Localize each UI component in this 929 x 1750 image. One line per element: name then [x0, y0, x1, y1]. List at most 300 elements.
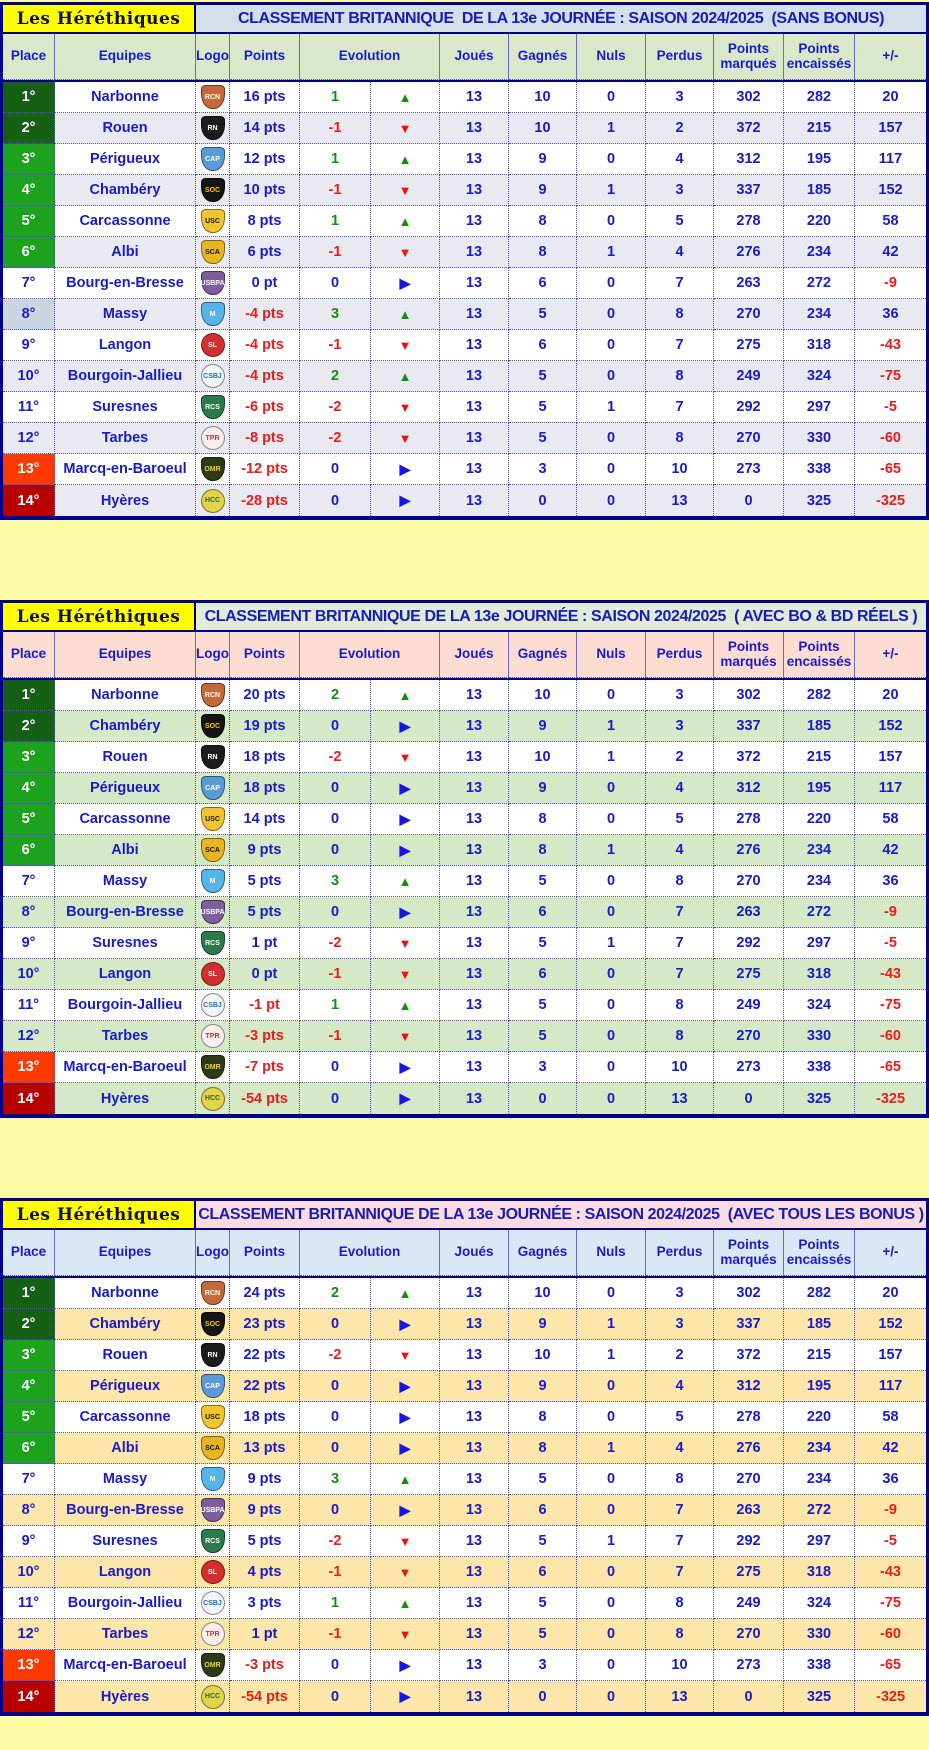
played-value: 13 — [440, 990, 509, 1021]
team-logo-icon: OMR — [201, 457, 225, 481]
played-value: 13 — [440, 680, 509, 711]
logo-cell — [196, 1402, 230, 1433]
draw-value: 0 — [577, 268, 646, 299]
played-value: 13 — [440, 1650, 509, 1681]
table-row — [3, 1309, 926, 1340]
team-name: Marcq-en-Baroeul — [55, 1650, 196, 1681]
evolution-arrow-icon: ▲ — [371, 361, 440, 392]
draw-value: 0 — [577, 1278, 646, 1309]
table-row — [3, 1021, 926, 1052]
evolution-value: -1 — [300, 1021, 371, 1052]
points-scored-value: 270 — [714, 1021, 784, 1052]
evolution-value: -2 — [300, 423, 371, 454]
points-scored-value: 275 — [714, 330, 784, 361]
team-name: Bourg-en-Bresse — [55, 897, 196, 928]
diff-value: -9 — [855, 268, 926, 299]
evolution-arrow-icon: ▲ — [371, 1464, 440, 1495]
points-value: 14 pts — [230, 804, 300, 835]
team-name: Périgueux — [55, 144, 196, 175]
diff-value: 157 — [855, 113, 926, 144]
points-value: 22 pts — [230, 1371, 300, 1402]
lost-value: 5 — [646, 804, 714, 835]
team-name: Carcassonne — [55, 1402, 196, 1433]
place-cell: 13° — [3, 1052, 55, 1083]
team-logo-icon: USC — [201, 807, 225, 831]
evolution-arrow-icon: ▼ — [371, 423, 440, 454]
team-logo-icon: HCC — [201, 1087, 225, 1111]
col-header-equipes: Equipes — [55, 632, 196, 678]
played-value: 13 — [440, 1340, 509, 1371]
logo-cell — [196, 742, 230, 773]
team-logo-icon: CSBJ — [201, 1591, 225, 1615]
table-row — [3, 1464, 926, 1495]
col-header-nuls: Nuls — [577, 632, 646, 678]
team-logo-icon: TPR — [201, 1622, 225, 1646]
points-value: 8 pts — [230, 206, 300, 237]
lost-value: 8 — [646, 423, 714, 454]
points-value: 1 pt — [230, 1619, 300, 1650]
points-value: 5 pts — [230, 1526, 300, 1557]
logo-cell — [196, 1340, 230, 1371]
evolution-value: 1 — [300, 206, 371, 237]
col-header-nuls: Nuls — [577, 1230, 646, 1276]
place-cell: 3° — [3, 144, 55, 175]
logo-cell — [196, 804, 230, 835]
lost-value: 8 — [646, 866, 714, 897]
team-logo-icon: USC — [201, 209, 225, 233]
played-value: 13 — [440, 1402, 509, 1433]
place-cell: 2° — [3, 113, 55, 144]
played-value: 13 — [440, 1681, 509, 1712]
header-row — [3, 632, 926, 680]
points-scored-value: 249 — [714, 1588, 784, 1619]
points-conceded-value: 185 — [784, 1309, 855, 1340]
evolution-arrow-icon: ▶ — [371, 835, 440, 866]
team-logo-icon: TPR — [201, 1024, 225, 1048]
team-name: Langon — [55, 1557, 196, 1588]
table-row — [3, 897, 926, 928]
place-cell: 14° — [3, 1681, 55, 1712]
points-value: -54 pts — [230, 1083, 300, 1114]
col-header-gagnes: Gagnés — [509, 34, 577, 80]
evolution-arrow-icon: ▼ — [371, 742, 440, 773]
draw-value: 1 — [577, 1340, 646, 1371]
draw-value: 0 — [577, 897, 646, 928]
team-name: Chambéry — [55, 175, 196, 206]
evolution-value: -2 — [300, 742, 371, 773]
points-conceded-value: 185 — [784, 711, 855, 742]
logo-cell — [196, 1557, 230, 1588]
standings-table — [0, 1198, 929, 1716]
team-name: Narbonne — [55, 82, 196, 113]
diff-value: 20 — [855, 680, 926, 711]
logo-cell — [196, 959, 230, 990]
lost-value: 2 — [646, 113, 714, 144]
evolution-value: -2 — [300, 1526, 371, 1557]
table-row — [3, 299, 926, 330]
team-name: Bourgoin-Jallieu — [55, 1588, 196, 1619]
draw-value: 0 — [577, 485, 646, 516]
diff-value: 42 — [855, 1433, 926, 1464]
evolution-value: -1 — [300, 959, 371, 990]
evolution-value: -2 — [300, 928, 371, 959]
points-scored-value: 270 — [714, 866, 784, 897]
draw-value: 1 — [577, 835, 646, 866]
played-value: 13 — [440, 330, 509, 361]
diff-value: -325 — [875, 1688, 906, 1705]
lost-value: 8 — [646, 361, 714, 392]
diff-value: -9 — [855, 897, 926, 928]
table-titlebar — [3, 5, 926, 34]
team-name: Narbonne — [55, 1278, 196, 1309]
team-name: Narbonne — [55, 680, 196, 711]
diff-value: -60 — [855, 1619, 926, 1650]
lost-value: 10 — [646, 1052, 714, 1083]
draw-value: 0 — [577, 423, 646, 454]
points-value: 18 pts — [230, 1402, 300, 1433]
draw-value: 0 — [577, 82, 646, 113]
table-row — [3, 113, 926, 144]
col-header-joues: Joués — [440, 1230, 509, 1276]
brand-badge: Les Héréthiques — [3, 1201, 196, 1228]
played-value: 13 — [440, 804, 509, 835]
team-logo-icon: M — [201, 302, 225, 326]
col-header-perdus: Perdus — [646, 632, 714, 678]
logo-cell — [196, 454, 230, 485]
logo-cell — [196, 206, 230, 237]
col-header-evolution: Evolution — [300, 34, 440, 80]
lost-value: 2 — [646, 742, 714, 773]
table-body — [3, 680, 926, 1114]
lost-value: 8 — [646, 990, 714, 1021]
points-scored-value: 292 — [714, 392, 784, 423]
played-value: 13 — [440, 959, 509, 990]
won-value: 6 — [509, 268, 577, 299]
played-value: 13 — [440, 1526, 509, 1557]
team-logo-icon: RCS — [201, 1529, 225, 1553]
won-value: 5 — [509, 423, 577, 454]
points-value: 5 pts — [230, 866, 300, 897]
lost-value: 10 — [646, 1650, 714, 1681]
evolution-arrow-icon: ▼ — [371, 1340, 440, 1371]
team-name: Tarbes — [55, 1619, 196, 1650]
points-scored-value: 273 — [714, 454, 784, 485]
evolution-value: 0 — [300, 1402, 371, 1433]
evolution-value: -1 — [300, 113, 371, 144]
evolution-arrow-icon: ▶ — [371, 454, 440, 485]
points-scored-value: 302 — [714, 1278, 784, 1309]
points-conceded-value: 195 — [784, 144, 855, 175]
team-logo-icon: CAP — [201, 776, 225, 800]
points-value: 19 pts — [230, 711, 300, 742]
won-value: 5 — [509, 1619, 577, 1650]
lost-value: 3 — [646, 1278, 714, 1309]
won-value: 5 — [509, 1464, 577, 1495]
won-value: 0 — [509, 1681, 577, 1712]
logo-cell — [196, 773, 230, 804]
team-logo-icon: USBPA — [201, 900, 225, 924]
points-conceded-value: 297 — [784, 392, 855, 423]
diff-value: -60 — [855, 423, 926, 454]
points-conceded-value: 234 — [784, 1433, 855, 1464]
table-title: CLASSEMENT BRITANNIQUE DE LA 13e JOURNÉE : SAISON 2024/2025 (AVEC TOUS LES BONUS ) — [196, 1201, 926, 1228]
points-value: -3 pts — [230, 1650, 300, 1681]
evolution-arrow-icon: ▶ — [371, 804, 440, 835]
played-value: 13 — [440, 866, 509, 897]
won-value: 0 — [509, 1083, 577, 1114]
col-header-joues: Joués — [440, 632, 509, 678]
points-conceded-value: 234 — [784, 835, 855, 866]
lost-value: 4 — [646, 773, 714, 804]
place-cell: 8° — [3, 897, 55, 928]
team-logo-icon: HCC — [201, 1685, 225, 1709]
place-cell: 9° — [3, 330, 55, 361]
points-conceded-value: 325 — [784, 1083, 855, 1114]
won-value: 10 — [509, 680, 577, 711]
lost-value: 4 — [646, 237, 714, 268]
played-value: 13 — [440, 423, 509, 454]
evolution-arrow-icon: ▶ — [371, 1309, 440, 1340]
evolution-value: 0 — [300, 1495, 371, 1526]
draw-value: 0 — [577, 1464, 646, 1495]
evolution-value: -1 — [300, 175, 371, 206]
won-value: 5 — [509, 1588, 577, 1619]
place-cell: 14° — [3, 485, 55, 516]
col-header-equipes: Equipes — [55, 1230, 196, 1276]
lost-value: 4 — [646, 835, 714, 866]
points-scored-value: 278 — [714, 804, 784, 835]
points-conceded-value: 272 — [784, 1495, 855, 1526]
points-scored-value: 302 — [714, 680, 784, 711]
points-conceded-value: 220 — [784, 804, 855, 835]
team-logo-icon: RN — [201, 1343, 225, 1367]
team-name: Tarbes — [55, 1021, 196, 1052]
points-value: 5 pts — [230, 897, 300, 928]
points-scored-value: 270 — [714, 423, 784, 454]
points-scored-value: 372 — [714, 742, 784, 773]
evolution-value: 0 — [300, 1650, 371, 1681]
points-scored-value: 312 — [714, 144, 784, 175]
col-header-points-marques: Points marqués — [714, 1230, 784, 1276]
points-conceded-value: 324 — [784, 990, 855, 1021]
team-logo-icon: USC — [201, 1405, 225, 1429]
points-value: -4 pts — [230, 361, 300, 392]
place-cell: 10° — [3, 1557, 55, 1588]
points-scored-value: 302 — [714, 82, 784, 113]
evolution-arrow-icon: ▲ — [371, 990, 440, 1021]
col-header-points: Points — [230, 1230, 300, 1276]
points-scored-value: 276 — [714, 835, 784, 866]
evolution-value: 2 — [300, 361, 371, 392]
lost-value: 8 — [646, 1588, 714, 1619]
points-conceded-value: 318 — [784, 959, 855, 990]
points-scored-value: 263 — [714, 268, 784, 299]
evolution-value: 3 — [300, 299, 371, 330]
diff-value: 42 — [855, 835, 926, 866]
draw-value: 0 — [577, 1588, 646, 1619]
evolution-value: 0 — [300, 1052, 371, 1083]
diff-value: 20 — [855, 82, 926, 113]
points-conceded-value: 215 — [784, 1340, 855, 1371]
points-scored-value: 278 — [714, 1402, 784, 1433]
draw-value: 0 — [577, 454, 646, 485]
col-header-nuls: Nuls — [577, 34, 646, 80]
points-conceded-value: 282 — [784, 1278, 855, 1309]
points-scored-value: 275 — [714, 1557, 784, 1588]
played-value: 13 — [440, 1619, 509, 1650]
logo-cell — [196, 1371, 230, 1402]
points-scored-value: 372 — [714, 113, 784, 144]
diff-value: -65 — [855, 1650, 926, 1681]
diff-value: -75 — [855, 990, 926, 1021]
table-row — [3, 835, 926, 866]
table-row — [3, 144, 926, 175]
points-value: -12 pts — [230, 454, 300, 485]
points-value: 0 pt — [230, 959, 300, 990]
won-value: 6 — [509, 897, 577, 928]
place-cell: 12° — [3, 1021, 55, 1052]
points-value: 13 pts — [230, 1433, 300, 1464]
lost-value: 4 — [646, 1433, 714, 1464]
points-scored-value: 249 — [714, 990, 784, 1021]
table-row — [3, 1650, 926, 1681]
won-value: 8 — [509, 206, 577, 237]
evolution-value: -2 — [300, 1340, 371, 1371]
team-logo-icon: RCN — [201, 1281, 225, 1305]
lost-value: 4 — [646, 1371, 714, 1402]
played-value: 13 — [440, 1083, 509, 1114]
place-cell: 7° — [3, 268, 55, 299]
evolution-arrow-icon: ▲ — [371, 1588, 440, 1619]
points-value: -8 pts — [230, 423, 300, 454]
played-value: 13 — [440, 1309, 509, 1340]
logo-cell — [196, 897, 230, 928]
evolution-arrow-icon: ▲ — [371, 866, 440, 897]
points-value: -6 pts — [230, 392, 300, 423]
place-cell: 8° — [3, 299, 55, 330]
diff-value: 157 — [855, 1340, 926, 1371]
team-logo-icon: SOC — [201, 1312, 225, 1336]
points-scored-value: 0 — [714, 1083, 784, 1114]
evolution-arrow-icon: ▶ — [371, 897, 440, 928]
points-scored-value: 0 — [714, 485, 784, 516]
team-logo-icon: M — [201, 869, 225, 893]
logo-cell — [196, 485, 230, 516]
played-value: 13 — [440, 206, 509, 237]
played-value: 13 — [440, 299, 509, 330]
table-titlebar — [3, 603, 926, 632]
evolution-value: 0 — [300, 268, 371, 299]
points-value: 23 pts — [230, 1309, 300, 1340]
diff-value: -65 — [855, 454, 926, 485]
won-value: 5 — [509, 990, 577, 1021]
logo-cell — [196, 175, 230, 206]
brand-badge: Les Héréthiques — [3, 5, 196, 32]
team-logo-icon: RCN — [201, 85, 225, 109]
played-value: 13 — [440, 361, 509, 392]
played-value: 13 — [440, 485, 509, 516]
played-value: 13 — [440, 175, 509, 206]
logo-cell — [196, 113, 230, 144]
points-conceded-value: 272 — [784, 268, 855, 299]
place-cell: 1° — [3, 680, 55, 711]
team-name: Bourg-en-Bresse — [55, 1495, 196, 1526]
points-value: 3 pts — [230, 1588, 300, 1619]
team-name: Langon — [55, 330, 196, 361]
played-value: 13 — [440, 454, 509, 485]
team-name: Albi — [55, 237, 196, 268]
lost-value: 3 — [646, 711, 714, 742]
draw-value: 0 — [577, 773, 646, 804]
points-conceded-value: 330 — [784, 423, 855, 454]
played-value: 13 — [440, 1371, 509, 1402]
table-row — [3, 1340, 926, 1371]
points-scored-value: 292 — [714, 1526, 784, 1557]
played-value: 13 — [440, 1021, 509, 1052]
lost-value: 7 — [646, 928, 714, 959]
logo-cell — [196, 1619, 230, 1650]
lost-value: 10 — [646, 454, 714, 485]
evolution-arrow-icon: ▶ — [371, 711, 440, 742]
played-value: 13 — [440, 82, 509, 113]
lost-value: 7 — [646, 392, 714, 423]
draw-value: 0 — [577, 1083, 646, 1114]
evolution-value: 2 — [300, 680, 371, 711]
place-cell: 10° — [3, 959, 55, 990]
won-value: 10 — [509, 82, 577, 113]
points-conceded-value: 234 — [784, 299, 855, 330]
team-logo-icon: USBPA — [201, 271, 225, 295]
points-conceded-value: 324 — [784, 361, 855, 392]
place-cell: 13° — [3, 1650, 55, 1681]
points-conceded-value: 215 — [784, 742, 855, 773]
team-logo-icon: SCA — [201, 240, 225, 264]
col-header-place: Place — [3, 34, 55, 80]
played-value: 13 — [440, 1495, 509, 1526]
won-value: 5 — [509, 361, 577, 392]
team-name: Albi — [55, 1433, 196, 1464]
team-name: Périgueux — [55, 773, 196, 804]
table-row — [3, 485, 926, 516]
table-row — [3, 990, 926, 1021]
place-cell: 2° — [3, 711, 55, 742]
draw-value: 0 — [577, 1681, 646, 1712]
played-value: 13 — [440, 392, 509, 423]
played-value: 13 — [440, 237, 509, 268]
draw-value: 0 — [577, 959, 646, 990]
draw-value: 0 — [577, 1650, 646, 1681]
points-scored-value: 276 — [714, 237, 784, 268]
evolution-value: 0 — [300, 773, 371, 804]
won-value: 5 — [509, 1526, 577, 1557]
points-value: 16 pts — [230, 82, 300, 113]
table-title: CLASSEMENT BRITANNIQUE DE LA 13e JOURNÉE : SAISON 2024/2025 (SANS BONUS) — [196, 5, 926, 32]
points-value: -4 pts — [230, 299, 300, 330]
points-conceded-value: 282 — [784, 680, 855, 711]
diff-value: -43 — [855, 330, 926, 361]
draw-value: 0 — [577, 1402, 646, 1433]
logo-cell — [196, 1278, 230, 1309]
won-value: 3 — [509, 1650, 577, 1681]
lost-value: 3 — [646, 175, 714, 206]
lost-value: 3 — [646, 680, 714, 711]
points-value: 10 pts — [230, 175, 300, 206]
won-value: 6 — [509, 1495, 577, 1526]
evolution-arrow-icon: ▼ — [371, 928, 440, 959]
table-row — [3, 804, 926, 835]
points-conceded-value: 297 — [784, 1526, 855, 1557]
won-value: 10 — [509, 1340, 577, 1371]
